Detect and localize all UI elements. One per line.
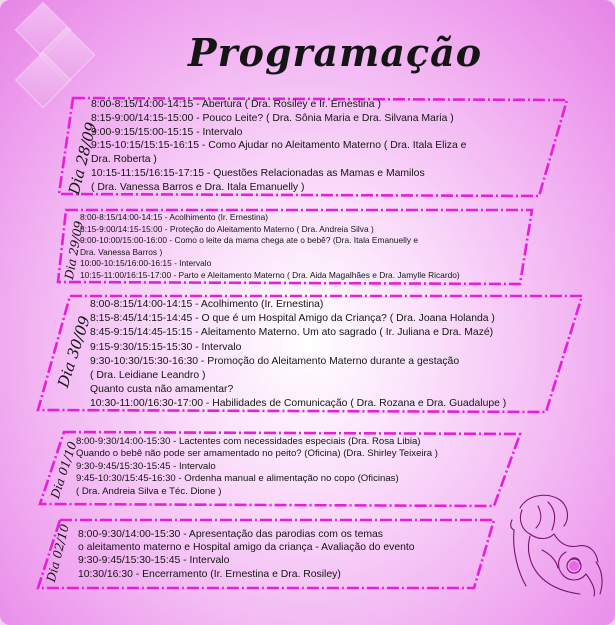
schedule-line: Quando o bebê não pode ser amamentado no peito? (Oficina) (Dra. Shirley Teixeira ) [76,448,438,460]
schedule-line: 8:00-8:15/14:00-14:15 - Acolhimento (Ir. Ernestina) [80,212,269,222]
schedule-line: 8:45-9:15/14:45-15:15 - Aleitamento Materno. Um ato sagrado ( Ir. Juliana e Dra. Mazé) [90,327,494,339]
day-label: Dia 28/09 [65,120,101,197]
day-box [34,516,498,592]
schedule-lines [76,436,438,498]
schedule-line: o aleitamento materno e Hospital amigo da criança - Avaliação do evento [78,542,415,554]
schedule-line: 9:30-10:30/15:30-16:30 - Promoção do Aleitamento Materno durante a gestação [90,355,460,367]
schedule-line: 10:15-11:15/16:15-17:15 - Questões Relacionadas as Mamas e Mamilos [91,167,425,179]
schedule-line: 8:00-9:30/14:00-15:30 - Lactentes com necessidades especiais (Dra. Rosa Libia) [76,436,421,447]
day-box [34,292,586,416]
schedule-line: 9:45-10:30/15:45-16:30 - Ordenha manual e alimentação no copo (Oficinas) [76,473,399,485]
schedule-lines [91,98,466,195]
schedule-line: 8:00-8:15/14:00-14:15 - Abertura ( Dra. Rosiley e Ir. Ernestina ) [91,99,381,110]
schedule-line: 8:15-8:45/14:15-14:45 - O que é um Hospital Amigo da Criança? ( Dra. Joana Holanda ) [90,313,495,325]
schedule-line: 8:00-8:15/14:00-14:15 - Acolhimento (Ir. Ernestina) [90,299,324,310]
schedule-line: Quanto custa não amamentar? [90,384,234,396]
schedule-line: 10:30-11:00/16:30-17:00 - Habilidades de Comunicação ( Dra. Rozana e Dra. Guadalupe ) [90,398,507,410]
schedule-line: 10:30/16:30 - Encerramento (Ir. Ernestina e Dra. Rosiley) [78,568,341,580]
day-label: Dia 02/10 [44,522,72,584]
day-label: Dia 29/09 [62,219,87,281]
schedule-line: 9:30-9:45/15:30-15:45 - Intervalo [78,555,230,567]
schedule-line: 9:30-9:45/15:30-15:45 - Intervalo [76,460,216,472]
day-box [36,428,524,510]
day-box [55,92,575,202]
schedule-line: 9:00-10:00/15:00-16:00 - Como o leite da mama chega ate o bebê? (Dra. Itala Emanuelly e [80,235,418,246]
day-label: Dia 30/09 [54,313,94,390]
schedule-line: ( Dra. Andreia Silva e Téc. Dione ) [76,485,222,497]
mother-and-baby-illustration [508,490,608,600]
schedule-line: 9:15-9:30/15:15-15:30 - Intervalo [90,341,242,353]
schedule-line: ( Dra. Vanessa Barros e Dra. Itala Emanuelly ) [91,181,305,193]
schedule-lines [90,298,506,412]
schedule-line: 9:15-10:15/15:15-16:15 - Como Ajudar no Aleitamento Materno ( Dra. Itala Eliza e [91,140,467,152]
page-title: Programação [188,30,483,75]
schedule-line: 8:15-9:00/14:15-15:00 - Pouco Leite? ( Dra. Sônia Maria e Dra. Silvana Maria ) [91,112,454,124]
schedule-line: ( Dra. Leidiane Leandro ) [90,370,206,382]
schedule-line: Dra. Vanessa Barros ) [80,246,163,257]
schedule-lines [80,212,460,282]
schedule-line: 10:15-11:00/16:15-17:00 - Parto e Aleitamento Materno ( Dra. Aida Magalhães e Dra. Jamylle Ricardo) [80,269,460,280]
day-box [56,206,536,288]
schedule-line: 10:00-10:15/16:00-16:15 - Intervalo [80,258,212,269]
schedule-line: 8:00-9:30/14:00-15:30 - Apresentação das parodias com os temas [78,529,383,540]
schedule-lines [78,528,415,581]
day-label: Dia 01/10 [48,439,80,501]
schedule-line: 8:15-9:00/14:15-15:00 - Proteção do Aleitamento Materno ( Dra. Andreia Silva ) [80,223,374,234]
schedule-line: 9:00-9:15/15:00-15:15 - Intervalo [91,126,243,138]
schedule-line: Dra. Roberta ) [91,154,157,166]
